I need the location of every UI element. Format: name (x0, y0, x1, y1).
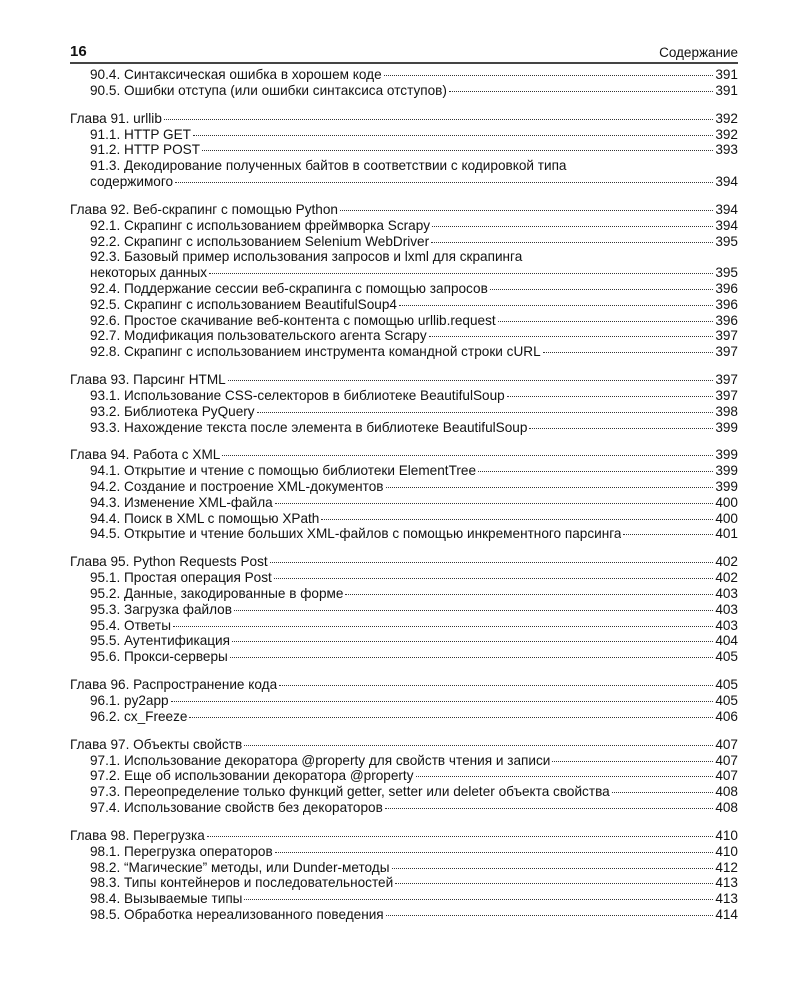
dot-leader (529, 428, 713, 429)
toc-section-entry[interactable] (70, 618, 738, 634)
toc-page-number: 392 (715, 126, 738, 142)
toc-entry-title: 95.2. Данные, закодированные в форме (90, 586, 344, 602)
toc-chapter-group (70, 447, 738, 542)
dot-leader (612, 792, 714, 793)
toc-page-number: 399 (715, 419, 738, 435)
toc-section-entry[interactable] (70, 344, 738, 360)
dot-leader (234, 610, 713, 611)
dot-leader (202, 150, 713, 151)
toc-page-number: 395 (715, 265, 738, 281)
toc-chapter-group (70, 737, 738, 816)
toc-section-entry[interactable] (70, 67, 738, 83)
toc-page-number: 398 (715, 403, 738, 419)
dot-leader (432, 226, 713, 227)
toc-page-number: 394 (715, 217, 738, 233)
toc-section-entry[interactable] (70, 420, 738, 436)
toc-section-entry[interactable] (70, 633, 738, 649)
toc-page-number: 401 (715, 526, 738, 542)
toc-entry-title-line[interactable]: 91.3. Декодирование полученных байтов в соответствии с кодировкой типа (90, 158, 567, 174)
toc-entry-title: 95.3. Загрузка файлов (90, 601, 232, 617)
dot-leader (623, 534, 713, 535)
table-of-contents (70, 67, 738, 935)
toc-section-entry[interactable] (70, 328, 738, 344)
toc-chapter-group (70, 554, 738, 665)
toc-entry-title: Глава 92. Веб-скрапинг с помощью Python (70, 201, 338, 217)
dot-leader (175, 182, 713, 183)
toc-section-entry[interactable] (70, 511, 738, 527)
toc-entry-title: 98.5. Обработка нереализованного поведения (90, 906, 384, 922)
toc-entry-title: 92.7. Модификация пользовательского агента Scrapy (90, 328, 427, 344)
dot-leader (384, 75, 714, 76)
dot-leader (340, 210, 713, 211)
dot-leader (171, 701, 714, 702)
toc-entry-title: 98.1. Перегрузка операторов (90, 843, 273, 859)
toc-page-number: 413 (715, 891, 738, 907)
toc-chapter-entry[interactable] (70, 737, 738, 753)
toc-section-entry[interactable] (70, 768, 738, 784)
dot-leader (244, 899, 713, 900)
toc-entry-title: 97.1. Использование декоратора @property для свойств чтения и записи (90, 752, 551, 768)
toc-section-entry[interactable] (70, 127, 738, 143)
toc-section-entry[interactable] (70, 570, 738, 586)
toc-page-number: 404 (715, 633, 738, 649)
toc-page-number: 408 (715, 784, 738, 800)
toc-section-entry[interactable] (70, 83, 738, 99)
toc-page-number: 410 (715, 827, 738, 843)
toc-page-number: 396 (715, 312, 738, 328)
page-number: 16 (70, 43, 87, 60)
dot-leader (207, 836, 713, 837)
dot-leader (490, 289, 714, 290)
toc-page-number: 393 (715, 142, 738, 158)
toc-entry-title: Глава 91. urllib (70, 110, 162, 126)
toc-chapter-entry[interactable] (70, 677, 738, 693)
toc-entry-title: 97.2. Еще об использовании декоратора @property (90, 768, 414, 784)
toc-page-number: 399 (715, 463, 738, 479)
toc-section-entry[interactable] (70, 800, 738, 816)
toc-page-number: 403 (715, 586, 738, 602)
toc-page-number: 403 (715, 601, 738, 617)
toc-page-number: 400 (715, 494, 738, 510)
dot-leader (543, 352, 714, 353)
toc-entry-title: 92.2. Скрапинг с использованием Selenium WebDriver (90, 233, 430, 249)
toc-entry-title: содержимого (90, 173, 174, 189)
dot-leader (321, 519, 713, 520)
toc-page-number: 396 (715, 280, 738, 296)
toc-page-number: 391 (715, 67, 738, 82)
toc-entry-title: Глава 94. Работа с XML (70, 447, 221, 463)
toc-entry-title: 94.3. Изменение XML-файла (90, 494, 273, 510)
toc-section-entry[interactable] (70, 907, 738, 923)
toc-entry-title: 92.6. Простое скачивание веб-контента с помощью urllib.request (90, 312, 496, 328)
toc-section-entry[interactable] (70, 313, 738, 329)
dot-leader (173, 626, 713, 627)
toc-entry-title: 94.5. Открытие и чтение больших XML-файлов с помощью инкрементного парсинга (90, 526, 622, 542)
dot-leader (449, 91, 713, 92)
toc-entry-title: Глава 93. Парсинг HTML (70, 372, 226, 388)
dot-leader (431, 242, 713, 243)
toc-section-entry[interactable] (70, 586, 738, 602)
toc-chapter-group (70, 67, 738, 99)
toc-chapter-group (70, 372, 738, 435)
toc-entry-title: 96.2. cx_Freeze (90, 708, 188, 724)
toc-entry-title: 98.4. Вызываемые типы (90, 891, 243, 907)
toc-entry-title: 92.4. Поддержание сессии веб-скрапинга с помощью запросов (90, 280, 488, 296)
toc-entry-title: 92.1. Скрапинг с использованием фреймворка Scrapy (90, 217, 431, 233)
toc-section-entry[interactable] (70, 297, 738, 313)
toc-entry-title: 95.4. Ответы (90, 617, 171, 633)
toc-entry-title: 91.1. HTTP GET (90, 126, 191, 142)
toc-section-entry[interactable] (70, 753, 738, 769)
toc-entry-title: 90.4. Синтаксическая ошибка в хорошем коде (90, 67, 382, 82)
toc-section-entry[interactable] (70, 602, 738, 618)
toc-entry-title: 97.4. Использование свойств без декораторов (90, 799, 383, 815)
toc-chapter-group (70, 828, 738, 923)
toc-section-entry[interactable] (70, 875, 738, 891)
dot-leader (498, 321, 714, 322)
toc-page-number: 395 (715, 233, 738, 249)
toc-section-entry[interactable] (70, 463, 738, 479)
toc-page-number: 394 (715, 201, 738, 217)
toc-page-number: 397 (715, 328, 738, 344)
toc-entry-title: 93.3. Нахождение текста после элемента в библиотеке BeautifulSoup (90, 419, 528, 435)
toc-entry-title-line[interactable]: 92.3. Базовый пример использования запросов и lxml для скрапинга (90, 249, 523, 265)
dot-leader (507, 396, 714, 397)
toc-section-entry[interactable] (70, 526, 738, 542)
toc-section-entry[interactable] (70, 860, 738, 876)
toc-section-entry[interactable] (70, 404, 738, 420)
toc-entry-title: 91.2. HTTP POST (90, 142, 201, 158)
toc-page-number: 412 (715, 859, 738, 875)
dot-leader (193, 135, 713, 136)
toc-section-entry[interactable] (70, 709, 738, 725)
toc-page-number: 413 (715, 875, 738, 891)
toc-entry-title: Глава 95. Python Requests Post (70, 554, 268, 570)
dot-leader (275, 852, 714, 853)
dot-leader (275, 503, 714, 504)
dot-leader (386, 915, 714, 916)
toc-page-number: 410 (715, 843, 738, 859)
dot-leader (222, 455, 713, 456)
dot-leader (232, 641, 713, 642)
toc-entry-title: 94.2. Создание и построение XML-документов (90, 479, 384, 495)
dot-leader (478, 471, 713, 472)
toc-entry-title: Глава 96. Распространение кода (70, 677, 278, 693)
toc-page-number: 408 (715, 799, 738, 815)
dot-leader (395, 883, 713, 884)
toc-page-number: 407 (715, 752, 738, 768)
dot-leader (244, 745, 713, 746)
toc-page-number: 394 (715, 173, 738, 189)
dot-leader (386, 487, 714, 488)
dot-leader (416, 776, 714, 777)
dot-leader (189, 717, 713, 718)
toc-entry-title: 93.1. Использование CSS-селекторов в библиотеке BeautifulSoup (90, 387, 505, 403)
toc-entry-title: 94.4. Поиск в XML с помощью XPath (90, 510, 320, 526)
toc-chapter-entry[interactable] (70, 828, 738, 844)
toc-page-number: 406 (715, 708, 738, 724)
toc-entry-title: 98.3. Типы контейнеров и последовательностей (90, 875, 394, 891)
toc-section-entry[interactable] (70, 649, 738, 665)
toc-page-number: 399 (715, 447, 738, 463)
toc-chapter-group (70, 677, 738, 724)
dot-leader (279, 685, 713, 686)
toc-section-entry[interactable] (70, 784, 738, 800)
dot-leader (429, 336, 714, 337)
toc-chapter-entry[interactable] (70, 447, 738, 463)
dot-leader (392, 868, 714, 869)
toc-page-number: 397 (715, 387, 738, 403)
toc-entry-title: 92.8. Скрапинг с использованием инструмента командной строки cURL (90, 344, 541, 360)
toc-entry-title: 93.2. Библиотека PyQuery (90, 403, 255, 419)
toc-page-number: 407 (715, 768, 738, 784)
toc-section-entry[interactable] (70, 495, 738, 511)
toc-page-number: 405 (715, 693, 738, 709)
toc-chapter-entry[interactable] (70, 554, 738, 570)
toc-page-number: 405 (715, 677, 738, 693)
toc-page-number: 392 (715, 110, 738, 126)
toc-page-number: 391 (715, 82, 738, 98)
dot-leader (228, 380, 714, 381)
toc-section-entry[interactable] (70, 218, 738, 234)
toc-section-entry[interactable] (70, 265, 738, 281)
toc-section-entry[interactable] (70, 844, 738, 860)
toc-entry-title: 94.1. Открытие и чтение с помощью библиотеки ElementTree (90, 463, 477, 479)
toc-chapter-entry[interactable] (70, 372, 738, 388)
toc-page-number: 400 (715, 510, 738, 526)
toc-page-number: 402 (715, 554, 738, 570)
toc-page-number: 399 (715, 479, 738, 495)
dot-leader (164, 119, 713, 120)
toc-section-entry[interactable] (70, 693, 738, 709)
toc-page-number: 403 (715, 617, 738, 633)
dot-leader (385, 808, 713, 809)
toc-page-number: 414 (715, 906, 738, 922)
toc-section-entry[interactable] (70, 281, 738, 297)
toc-page-number: 397 (715, 344, 738, 360)
toc-chapter-group (70, 111, 738, 190)
toc-page-number: 407 (715, 736, 738, 752)
dot-leader (257, 412, 714, 413)
dot-leader (274, 578, 714, 579)
page-header (70, 40, 738, 64)
toc-chapter-entry[interactable] (70, 202, 738, 218)
toc-page-number: 402 (715, 570, 738, 586)
toc-page-number: 405 (715, 649, 738, 665)
toc-section-entry[interactable] (70, 234, 738, 250)
toc-entry-title: 97.3. Переопределение только функций getter, setter или deleter объекта свойства (90, 784, 610, 800)
toc-chapter-group (70, 202, 738, 360)
toc-section-entry[interactable] (70, 891, 738, 907)
toc-entry-title: некоторых данных (90, 265, 208, 281)
toc-entry-title: 98.2. “Магические” методы, или Dunder-методы (90, 859, 390, 875)
dot-leader (552, 761, 713, 762)
toc-entry-title: 95.1. Простая операция Post (90, 570, 272, 586)
dot-leader (345, 594, 713, 595)
toc-entry-title: 95.5. Аутентификация (90, 633, 231, 649)
running-section-title: Содержание (659, 45, 738, 60)
dot-leader (230, 657, 714, 658)
dot-leader (399, 305, 713, 306)
toc-entry-title: 90.5. Ошибки отступа (или ошибки синтаксиса отступов) (90, 82, 447, 98)
toc-entry-title: Глава 97. Объекты свойств (70, 736, 243, 752)
toc-section-entry[interactable] (70, 479, 738, 495)
toc-entry-title: Глава 98. Перегрузка (70, 827, 205, 843)
toc-page-number: 397 (715, 372, 738, 388)
toc-page-number: 396 (715, 296, 738, 312)
toc-section-entry[interactable] (70, 142, 738, 158)
toc-entry-title: 95.6. Прокси-серверы (90, 649, 228, 665)
toc-section-entry[interactable] (70, 174, 738, 190)
toc-chapter-entry[interactable] (70, 111, 738, 127)
toc-section-entry[interactable] (70, 388, 738, 404)
dot-leader (270, 562, 714, 563)
toc-entry-title: 92.5. Скрапинг с использованием BeautifulSoup4 (90, 296, 397, 312)
toc-entry-title: 96.1. py2app (90, 693, 169, 709)
dot-leader (209, 273, 713, 274)
